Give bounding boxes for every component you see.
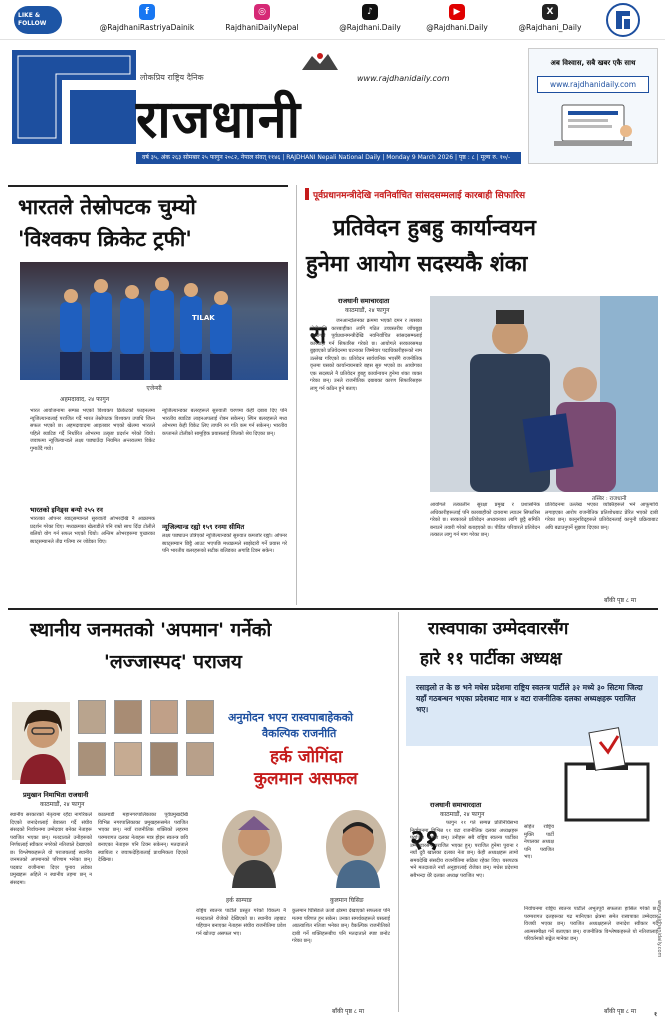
harka-caption: हर्क साम्पाङ [226, 897, 253, 904]
story2-continue[interactable]: बाँकी पृष्ठ ८ मा [604, 597, 637, 604]
story3-body-4: कुलमान घिसिङले ऊर्जा क्षेत्रमा देखाएको सफलता पनि मतमा परिणत हुन सकेन। उनका समर्थकहरूले यसलाई अप्रत्याशित नतिजा भनेका छन्। वैकल्पिक राजनीतिको दाबी गर्ने शक्तिहरूबीच पनि मतदाताले स्पष्ट छनोट गरेका छन्। [292, 908, 390, 944]
story3-body: स्थानीय सरकारको नेतृत्वमा रहँदा नागरिकले दिएको जनादेशलाई बेवास्ता गर्दै संघीय संसदको निर्वाचनमा उम्मेदवार बनेका नेताहरू पराजित भएका छन्। मतदाताले उनीहरूको निर्णयलाई स्वीकार नगरेको नतिजाले देखाएको छ। विश्लेषकहरूले यो पराजयलाई स्थानीय जनमतको अपमानको परिणाम भनेका छन्। पदबाट राजीनामा दिएर चुनाव लडेका प्रमुखहरू अहिले न स्थानीय तहमा छन् न संसदमा। [10, 812, 92, 886]
social-handle: RajdhaniDailyNepal [225, 23, 299, 32]
story2-photo-credit: तस्बिर : राजधानी [592, 496, 627, 502]
like-follow-label: LIKE & FOLLOW [18, 12, 47, 27]
story2-headline-2[interactable]: हुनेमा आयोग सदस्यकै शंका [306, 251, 528, 277]
instagram-icon: ◎ [254, 4, 270, 20]
laptop-icon [548, 101, 638, 149]
story3-sub-2: वैकल्पिक राजनीति [262, 727, 337, 740]
story4-body-2: निर्वाचनमा राष्ट्रिय स्वतन्त्र पार्टीले अभूतपूर्व सफलता हासिल गरेको छ। परम्परागत दलहरूका गढ मानिएका क्षेत्रमा समेत रास्वपाका उम्मेदवार विजयी भएका छन्। पराजित अध्यक्षहरूले जनादेश स्वीकार गर्दै आत्मसमीक्षा गर्ने बताएका छन्। राजनीतिक विश्लेषकहरूले यो नतिजालाई परिवर्तनको सङ्केत मानेका छन्। [524, 906, 658, 942]
story1-body-3: न्यूजिल्यान्डका बलरहरूले सुरुवाती चरणमा केही दबाब दिए पनि भारतीय ब्याटिङ लाइनअपलाई रोक्न सकेनन्। स्पिन बलरहरूले मध्य ओभरमा केही विकेट लिए तापनि रन गति कम गर्न सकेनन्। भारतीय कप्तानले टोलीको सामूहिक प्रयासलाई जितको श्रेय दिएका छन्। [162, 408, 287, 437]
ad-box[interactable] [528, 48, 658, 164]
story2-body-3: प्रतिवेदनमा उल्लेख भएका व्यक्तिहरूले भने आफूमाथि लगाइएका आरोप राजनीतिक प्रतिशोधबाट प्रेरित भएको दाबी गरेका छन्। कानुनविद्हरूले प्रतिवेदनलाई कानुनी प्रक्रियाबाट अघि बढाउनुपर्ने सुझाव दिएका छन्। [545, 502, 658, 531]
page-number: १ [654, 1011, 658, 1018]
social-handle: @Rajdhani.Daily [339, 23, 401, 32]
facebook-icon: f [139, 4, 155, 20]
cricket-photo [20, 262, 288, 380]
story4-headline[interactable]: रास्वपाका उम्मेदवारसँग [428, 619, 569, 639]
story1-body: भारत आयोजनामा सम्पन्न भएको विश्वकप क्रिकेटको फाइनलमा न्यूजिल्यान्डलाई पराजित गर्दै भारत तेस्रोपटक विश्वकप उपाधि जित्न सफल भएको छ। अहमदावादमा आइतबार भएको खेलमा भारतले पहिले ब्याटिङ गर्दै निर्धारित ओभरमा उत्कृष्ट प्रदर्शन गरेको थियो। जवाफमा न्यूजिल्यान्डले लक्ष्य पछ्याउँदा नियमित अन्तरालमा विकेट गुमाउँदै गयो। [30, 408, 155, 452]
social-instagram[interactable] [207, 4, 317, 38]
story2-body-2: आयोगले तत्कालीन सुरक्षा प्रमुख र प्रशासनिक अधिकारीहरूलाई पनि कारबाहीको दायरामा ल्याउन सिफारिस गरेको छ। सरकारले प्रतिवेदन अध्ययनका लागि छुट्टै समिति बनाउने तयारी गरेको बताइएको छ। पीडित परिवारले प्रतिवेदन तत्काल लागु गर्न माग गरेका छन्। [430, 502, 540, 538]
column-divider [296, 185, 297, 605]
social-handle: @RajdhaniRastriyaDainik [99, 23, 195, 32]
story4-continue[interactable]: बाँकी पृष्ठ ८ मा [604, 1008, 637, 1015]
story1-body-4: लक्ष्य पछ्याउन उत्रिएको न्यूजिल्यान्डको सुरुवात कमजोर रह्यो। ओपनर ब्याट्सम्यान छिट्टै आउट भएपछि मध्यक्रमले साझेदारी गर्ने प्रयास गरे पनि भारतीय बलरहरूको सटीक बलिङका अगाडि टिक्न सकेन। [162, 533, 287, 554]
brand-logo-icon [8, 46, 140, 148]
story3-sub-1: अनुमोदन भएन रास्वपाबाहेकको [228, 711, 354, 724]
story3-continue[interactable]: बाँकी पृष्ठ ८ मा [332, 1008, 365, 1015]
tiktok-icon: ♪ [362, 4, 378, 20]
youtube-icon: ▶ [449, 4, 465, 20]
emblem-icon [300, 50, 340, 72]
story3-body-2: काठमाडौं महानगरपालिकाका पूर्वप्रमुखदेखि विभिन्न नगरपालिकाका प्रमुखहरूसमेत पराजित भएका छन्। नयाँ राजनीतिक शक्तिको लहरमा परम्परागत दलका नेताहरू मात्र होइन स्वतन्त्र छवि बनाएका नेताहरू पनि टिक्न सकेनन्। मतदाताले स्थायित्व र जवाफदेहितालाई प्राथमिकता दिएको देखिन्छ। [98, 812, 188, 863]
story3-headline[interactable]: स्थानीय जनमतको 'अपमान' गर्नेको [30, 619, 272, 641]
ad-url: www.rajdhanidaily.com [537, 76, 649, 93]
story2-location: काठमाडौं, २४ फागुन [345, 307, 390, 314]
side-url: www.rajdhanidaily.com [656, 900, 662, 958]
story3-headline-2[interactable]: 'लज्जास्पद' पराजय [104, 651, 242, 673]
story2-reporter: राजधानी समाचारदाता [338, 297, 390, 305]
story1-headline-2[interactable]: 'विश्वकप क्रिकेट ट्रफी' [18, 226, 192, 251]
side-strip [652, 900, 662, 990]
harka-portrait [220, 808, 284, 886]
ad-line: अब विश्वास, सबै खबर एकै साथ [550, 59, 636, 67]
reporter-photo [10, 700, 72, 782]
kicker-marker [305, 188, 309, 200]
story4-location: काठमाडौं, २४ फागुन [440, 811, 485, 818]
story1-body-2: भारतका ओपनर ब्याट्सम्यानले सुरुवाती ओभरदेखि नै आक्रामक प्रदर्शन गरेका थिए। मध्यक्रमका खेलाडीले पनि राम्रो साथ दिँदा टोलीले बलियो योग गर्न सफल भएको थियो। अन्तिम ओभरहरूमा पुच्छरका ब्याट्सम्यानले तीव्र गतिमा रन जोडेका थिए। [30, 516, 155, 545]
story4-reporter: राजधानी समाचारदाता [430, 801, 482, 809]
social-facebook[interactable] [92, 4, 202, 38]
story4-dropcap: २१ [410, 823, 440, 856]
story3-name-2: कुलमान असफल [254, 769, 358, 789]
social-x[interactable] [495, 4, 605, 38]
social-handle: @Rajdhani.Daily [426, 23, 488, 32]
candidate-faces [78, 700, 228, 782]
story1-location: अहमदावाद, २४ फागुन [60, 396, 110, 403]
divider [8, 185, 288, 187]
photo-jersey-label: TILAK [192, 314, 215, 322]
story4-side: सहित राष्ट्रिय मुक्ति पार्टी नेपालका अध्यक्ष पनि पराजित भए। [524, 824, 554, 860]
story1-headline[interactable]: भारतले तेस्रोपटक चुम्यो [18, 194, 196, 219]
story2-photo [430, 296, 658, 492]
masthead-url[interactable]: www.rajdhanidaily.com [357, 74, 450, 83]
story1-subhead-1: भारतको इनिङ्स बन्यो २५५ रन [30, 506, 103, 514]
social-bar [0, 0, 665, 40]
masthead-info-strip: वर्ष ३५, अंक २६३ सोमबार २५ फागुन २०८२, नेपाल संवत् ११४६ | RAJDHANI Nepali National Daily | Monday 9 March 2026 | पृष्ठ : ८ | मूल्य रु. १०/- [136, 152, 521, 164]
masthead-tagline: लोकप्रिय राष्ट्रिय दैनिक [140, 73, 204, 82]
story3-body-3: राष्ट्रिय स्वतन्त्र पार्टीले प्रस्तुत गरेको विकल्प नै मतदाताले रोजेको देखिएको छ। स्थानीय तहबाट पहिचान बनाएका नेताहरू संघीय राजनीतिमा प्रवेश गर्न खोज्दा असफल भए। [196, 908, 286, 937]
ballot-box-icon [556, 724, 658, 822]
x-icon: X [542, 4, 558, 20]
story2-body: जनआन्दोलनका क्रममा भएको दमन र त्यसका दोषीमाथि कारबाहीका लागि गठित उच्चस्तरीय जाँचबुझ आयोगले पूर्वप्रधानमन्त्रीदेखि नवनिर्वाचित सांसदसम्मलाई कारबाही गर्न सिफारिस गरेको छ। आयोगले सरकारसमक्ष बुझाएको प्रतिवेदनमा घटनाका जिम्मेवार पदाधिकारीहरूको नाम उल्लेख गरिएको छ। प्रतिवेदन सार्वजनिक भएसँगै राजनीतिक वृत्तमा यसको कार्यान्वयनबारे बहस सुरु भएको छ। आयोगका एक सदस्यले नै प्रतिवेदन हुबहु कार्यान्वयन हुनेमा शंका व्यक्त गरेका छन्। उनले राजनीतिक दबाबका कारण सिफारिसहरू लागु गर्न कठिन हुने बताए। [310, 318, 422, 392]
social-handle: @Rajdhani_Daily [518, 23, 582, 32]
story2-headline[interactable]: प्रतिवेदन हुबहु कार्यान्वयन [333, 215, 536, 241]
story3-name-1: हर्क जोगिंदा [270, 747, 343, 767]
story2-kicker: पूर्वप्रधानमन्त्रीदेखि नवनिर्वाचित सांसदसम्मलाई कारबाही सिफारिस [313, 191, 526, 201]
logo-small-icon [606, 3, 640, 37]
like-follow-badge[interactable] [14, 6, 62, 34]
story3-location: काठमाडौं, २४ फागुन [40, 801, 85, 808]
section-divider [8, 608, 658, 610]
story2-dropcap: रा [310, 320, 327, 349]
story1-agency: एजेन्सी [146, 385, 162, 392]
column-divider-2 [398, 612, 399, 1012]
story4-lede: रसाइलो त के छ भने मधेस प्रदेशमा राष्ट्रिय स्वतन्त्र पार्टीले ३२ मध्ये ३० सिटमा जित्दा यहाँ गठबन्धन भएका प्रदेशबाट मात्र ४ वटा राजनीतिक दलका अध्यक्षहरू पराजित भए। [416, 683, 643, 714]
masthead-title: राजधानी [136, 89, 302, 150]
story4-body: फागुन २१ गते सम्पन्न प्रतिनिधिसभा निर्वाचनमा विभिन्न ११ वटा राजनीतिक दलका अध्यक्षहरू पराजित भएका छन्। उनीहरू सबै राष्ट्रिय स्वतन्त्र पार्टीका उम्मेदवारसँग पराजित भएका हुन्। पराजित हुनेमा पुराना र नयाँ दुवै खालका दलका नेता छन्। केही अध्यक्षहरू लामो समयदेखि संसदीय राजनीतिमा सक्रिय रहेका थिए। यसपटक भने मतदाताले नयाँ अनुहारलाई रोजेका छन्। मधेस प्रदेशमा सबैभन्दा धेरै दलका अध्यक्ष पराजित भए। [410, 820, 518, 879]
story1-subhead-2: न्यूजिल्यान्ड रह्यो १५९ रनमा सीमित [162, 523, 245, 531]
story3-reporter: प्रमुखान निमाभिता राजधानी [23, 791, 89, 799]
kulman-caption: कुलमान घिसिङ [330, 897, 364, 904]
kulman-portrait [324, 808, 388, 886]
story4-headline-2[interactable]: हारे ११ पार्टीका अध्यक्ष [420, 649, 562, 669]
